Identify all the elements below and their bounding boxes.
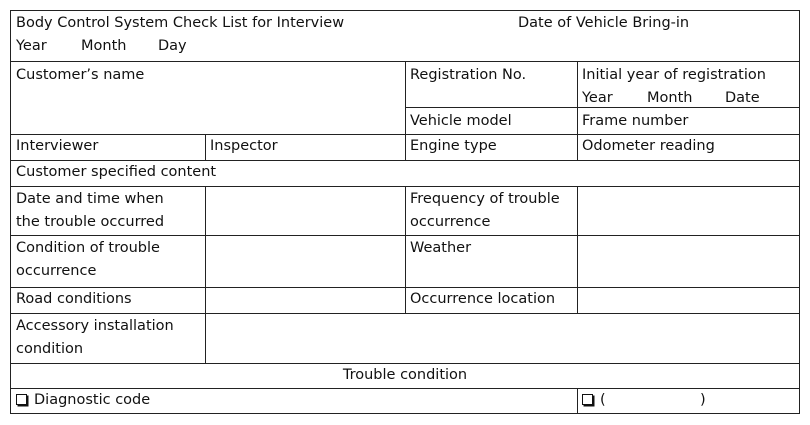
vehicle-model-label: Vehicle model: [410, 113, 512, 129]
other-close-paren: ): [700, 392, 706, 408]
date-bring-in-label: Date of Vehicle Bring-in: [518, 15, 690, 31]
diagnostic-code-option[interactable]: [11, 388, 577, 413]
engine-type-label: Engine type: [410, 138, 497, 154]
inspector-label: Inspector: [210, 138, 278, 154]
rule: [577, 186, 578, 313]
condition-label: [11, 235, 205, 287]
trouble-condition-heading: Trouble condition: [342, 367, 468, 383]
customer-name-label: Customer’s name: [16, 67, 145, 83]
registration-no-label: Registration No.: [410, 67, 527, 83]
frequency-label: [405, 186, 577, 235]
rule: [205, 186, 206, 363]
road-conditions-label: Road conditions: [16, 291, 132, 307]
other-open-paren: (: [600, 392, 606, 408]
date-bring-in-fields: [11, 35, 405, 61]
label-line: condition: [16, 341, 84, 357]
initial-year-cell: [577, 61, 799, 107]
month-label: Month: [647, 90, 693, 106]
label-line: Frequency of trouble: [410, 191, 560, 207]
checkbox-icon[interactable]: [582, 394, 593, 405]
date-time-label: [11, 186, 205, 235]
label-line: Date and time when: [16, 191, 164, 207]
diagnostic-code-label: Diagnostic code: [34, 392, 151, 408]
weather-label: Weather: [410, 240, 472, 256]
accessory-label: [11, 313, 205, 363]
label-line: the trouble occurred: [16, 214, 165, 230]
label-line: occurrence: [410, 214, 491, 230]
check-list-form: [10, 10, 800, 414]
frame-number-label: Frame number: [582, 113, 689, 129]
other-option[interactable]: [577, 388, 799, 413]
interviewer-label: Interviewer: [16, 138, 99, 154]
label-line: Condition of trouble: [16, 240, 160, 256]
year-label: Year: [16, 38, 47, 54]
label-line: Accessory installation: [16, 318, 174, 334]
date-label: Date: [725, 90, 760, 106]
label-line: occurrence: [16, 263, 97, 279]
form-title: Body Control System Check List for Interview: [16, 15, 345, 31]
day-label: Day: [158, 38, 187, 54]
initial-year-label: Initial year of registration: [582, 67, 766, 83]
month-label: Month: [81, 38, 127, 54]
occurrence-location-label: Occurrence location: [410, 291, 556, 307]
year-label: Year: [582, 90, 613, 106]
customer-specified-heading: Customer specified content: [16, 164, 217, 180]
checkbox-icon[interactable]: [16, 394, 27, 405]
odometer-label: Odometer reading: [582, 138, 715, 154]
